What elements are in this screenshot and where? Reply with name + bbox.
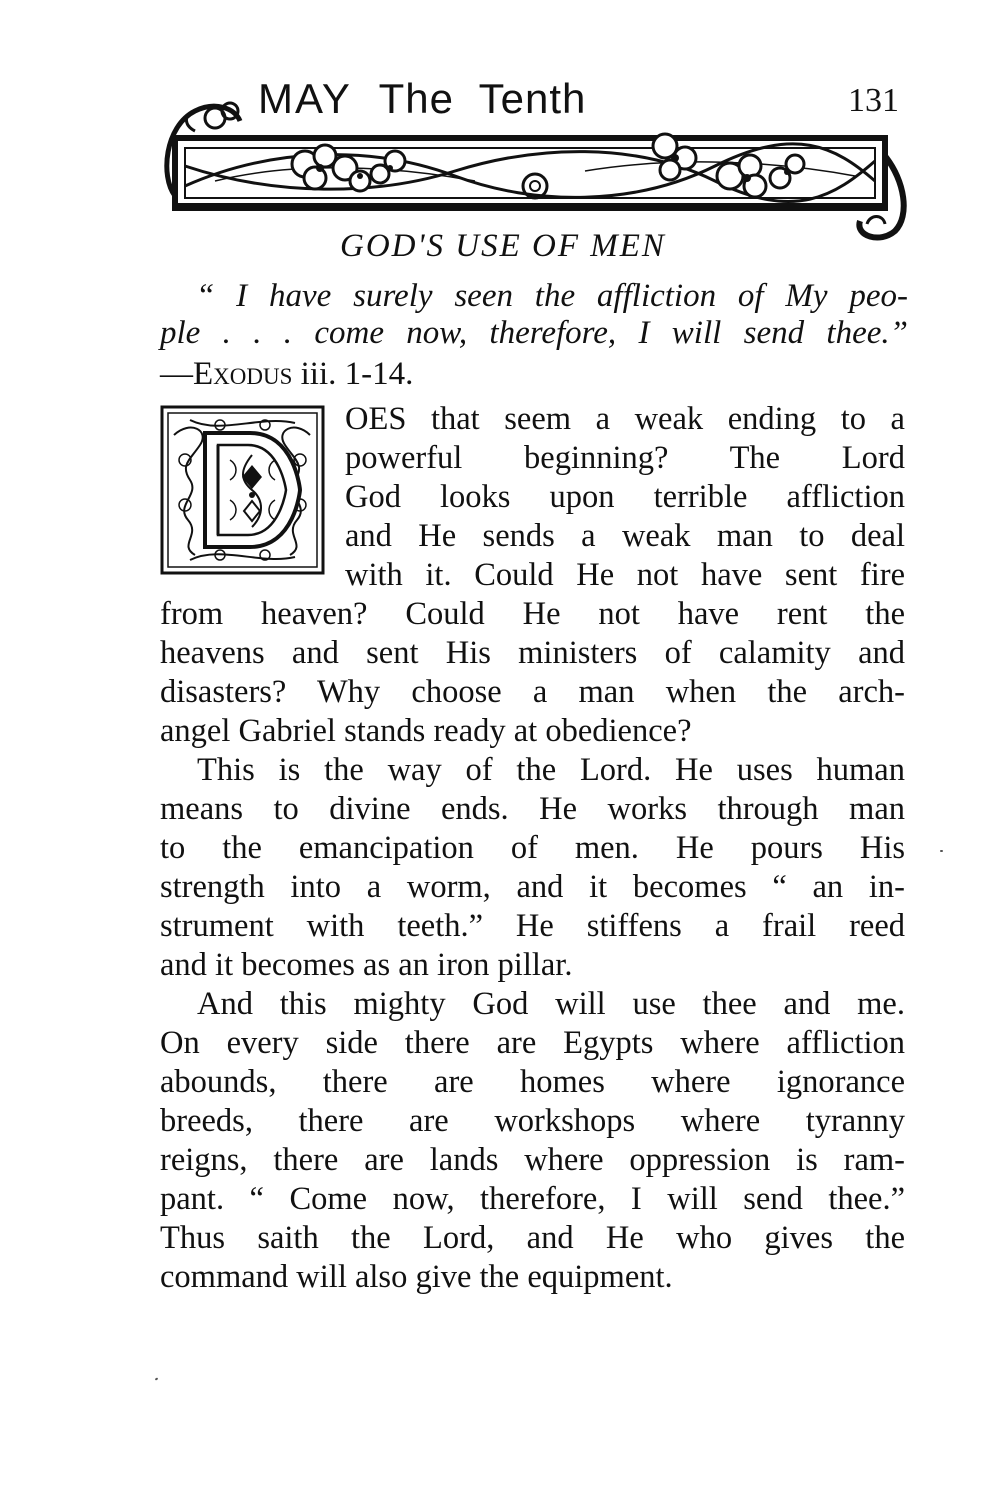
paper-speck <box>940 850 943 852</box>
text-line: God looks upon terrible affliction <box>345 479 905 515</box>
citation-book: Exodus <box>193 356 293 392</box>
text-line: powerful beginning? The Lord <box>345 440 905 476</box>
text-line: with it. Could He not have sent fire <box>345 557 905 593</box>
page-number: 131 <box>848 82 899 119</box>
text-line: angel Gabriel stands ready at obedience? <box>160 713 692 749</box>
text-line: heavens and sent His ministers of calamity and <box>160 635 905 671</box>
text-line: strength into a worm, and it becomes “ an in- <box>160 869 905 905</box>
text-line: On every side there are Egypts where affliction <box>160 1025 905 1061</box>
scripture-citation <box>160 356 413 393</box>
paper-speck <box>155 1377 159 1380</box>
text-line: reigns, there are lands where oppression is ram- <box>160 1142 905 1178</box>
essay-body <box>160 400 905 1297</box>
epigraph-line: ple . . . come now, therefore, I will send thee.” <box>160 315 908 351</box>
text-line: abounds, there are homes where ignorance <box>160 1064 905 1100</box>
text-line: And this mighty God will use thee and me. <box>197 986 905 1022</box>
text-line: strument with teeth.” He stiffens a frail reed <box>160 908 905 944</box>
citation-dash: — <box>160 356 193 392</box>
citation-reference: iii. 1-14. <box>300 356 414 392</box>
text-line: and He sends a weak man to deal <box>345 518 905 554</box>
paragraph <box>160 985 905 1297</box>
paragraph <box>160 400 905 751</box>
running-head <box>258 75 587 122</box>
text-line: to the emancipation of men. He pours His <box>160 830 905 866</box>
essay-title: GOD'S USE OF MEN <box>340 228 666 264</box>
text-line: disasters? Why choose a man when the arch- <box>160 674 905 710</box>
running-head-day: Tenth <box>478 75 587 122</box>
text-line: OES that seem a weak ending to a <box>345 401 905 437</box>
running-head-the: The <box>378 75 454 122</box>
running-head-month: MAY <box>258 75 352 122</box>
epigraph-quote <box>160 278 908 352</box>
text-line: Thus saith the Lord, and He who gives the <box>160 1220 905 1256</box>
text-line: This is the way of the Lord. He uses human <box>197 752 905 788</box>
dropcap-letter: D <box>160 405 161 406</box>
text-line: breeds, there are workshops where tyranny <box>160 1103 905 1139</box>
text-line: and it becomes as an iron pillar. <box>160 947 573 983</box>
paragraph <box>160 751 905 985</box>
text-line: pant. “ Come now, therefore, I will send thee.” <box>160 1181 905 1217</box>
text-line: means to divine ends. He works through man <box>160 791 905 827</box>
text-line: from heaven? Could He not have rent the <box>160 596 905 632</box>
text-line: command will also give the equipment. <box>160 1259 673 1295</box>
epigraph-line: “ I have surely seen the affliction of My peo- <box>196 278 908 314</box>
